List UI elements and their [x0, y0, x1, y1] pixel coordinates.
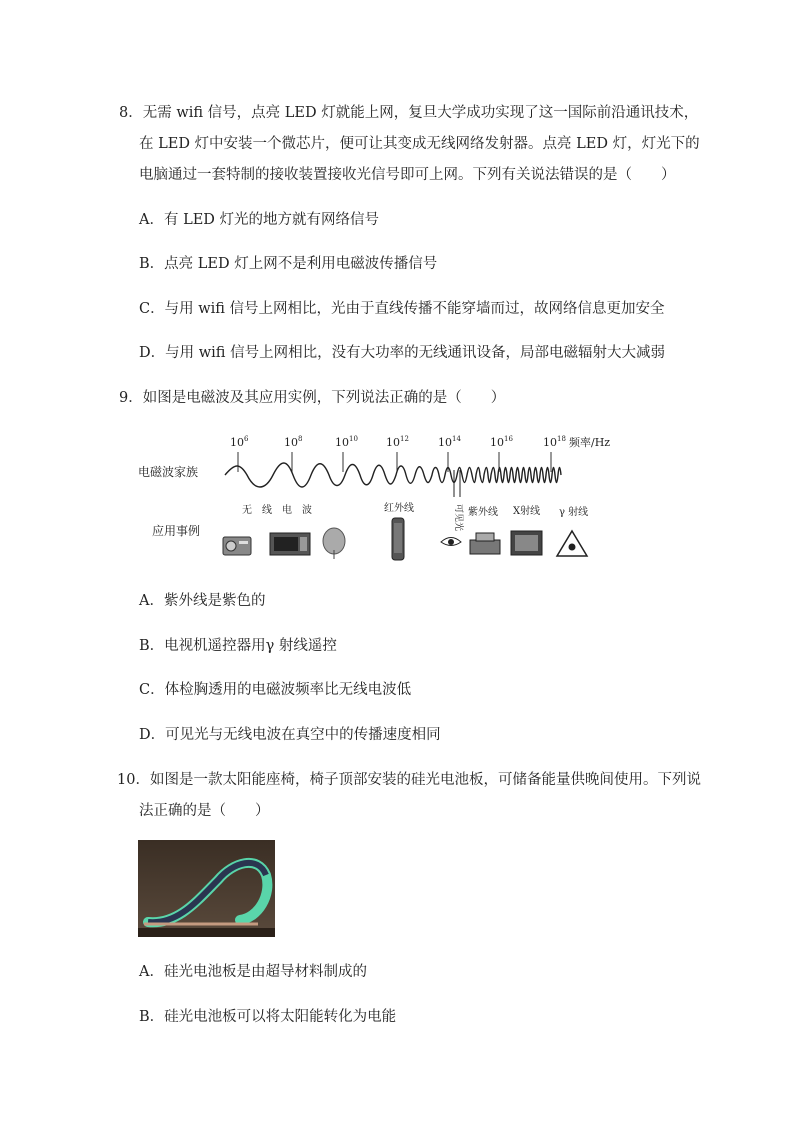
- solar-chair-photo: [138, 840, 275, 937]
- band-label-xray: X射线: [513, 506, 541, 517]
- eye-icon: [441, 538, 461, 546]
- radiation-sign-icon: [557, 531, 587, 556]
- q8-option-b: B．点亮 LED 灯上网不是利用电磁波传播信号: [139, 256, 438, 272]
- freq-tick-label: $10^8$: [284, 435, 303, 449]
- application-label: 应用事例: [152, 524, 201, 538]
- xray-image-icon: [511, 531, 542, 555]
- q9-stem: 9．如图是电磁波及其应用实例，下列说法正确的是（ ）: [119, 390, 506, 406]
- em-family-label: 电磁波家族: [138, 465, 199, 479]
- q9-option-d: D．可见光与无线电波在真空中的传播速度相同: [139, 727, 441, 743]
- q8-stem-line-3: 电脑通过一套特制的接收装置接收光信号即可上网。下列有关说法错误的是（ ）: [139, 167, 676, 183]
- q8-option-c: C．与用 wifi 信号上网相比，光由于直线传播不能穿墙而过，故网络信息更加安全: [139, 301, 665, 317]
- q9-option-b: B．电视机遥控器用γ 射线遥控: [139, 638, 337, 654]
- freq-tick-label: $10^{10}$: [335, 435, 358, 449]
- q8-stem-line-2: 在 LED 灯中安装一个微芯片，便可让其变成无线网络发射器。点亮 LED 灯，灯光下的: [139, 136, 700, 152]
- band-label-radio: 无 线 电 波: [242, 505, 312, 516]
- band-label-infrared: 红外线: [384, 503, 414, 514]
- band-label-gamma: γ 射线: [559, 507, 589, 518]
- freq-tick-label: $10^6$: [230, 435, 249, 449]
- satellite-dish-icon: [323, 528, 345, 559]
- em-spectrum-figure: [135, 425, 615, 565]
- q8-option-a: A．有 LED 灯光的地方就有网络信号: [139, 212, 380, 228]
- q10-option-a: A．硅光电池板是由超导材料制成的: [139, 964, 367, 980]
- freq-tick-label: $10^{16}$: [490, 435, 513, 449]
- band-label-visible: 可见光: [453, 504, 463, 532]
- q10-stem-line-1: 10．如图是一款太阳能座椅，椅子顶部安装的硅光电池板，可储备能量供晚间使用。下列说: [117, 772, 701, 788]
- q10-stem-line-2: 法正确的是（ ）: [139, 803, 270, 819]
- q10-option-b: B．硅光电池板可以将太阳能转化为电能: [139, 1009, 397, 1025]
- uv-lamp-icon: [470, 533, 500, 554]
- q9-option-c: C．体检胸透用的电磁波频率比无线电波低: [139, 682, 412, 698]
- q8-stem-line-1: 8．无需 wifi 信号，点亮 LED 灯就能上网，复旦大学成功实现了这一国际前沿通讯技术，: [119, 105, 699, 121]
- freq-tick-label: $10^{18}$: [543, 435, 566, 449]
- microwave-oven-icon: [270, 533, 310, 555]
- radio-icon: [223, 537, 251, 555]
- q8-option-d: D．与用 wifi 信号上网相比，没有大功率的无线通讯设备，局部电磁辐射大大减弱: [139, 345, 666, 361]
- freq-tick-label: $10^{12}$: [386, 435, 409, 449]
- remote-control-icon: [392, 518, 404, 560]
- q9-option-a: A．紫外线是紫色的: [139, 593, 266, 609]
- em-wave: [225, 463, 561, 487]
- band-label-uv: 紫外线: [468, 507, 498, 518]
- freq-unit-label: 频率/Hz: [569, 436, 611, 449]
- freq-tick-label: $10^{14}$: [438, 435, 461, 449]
